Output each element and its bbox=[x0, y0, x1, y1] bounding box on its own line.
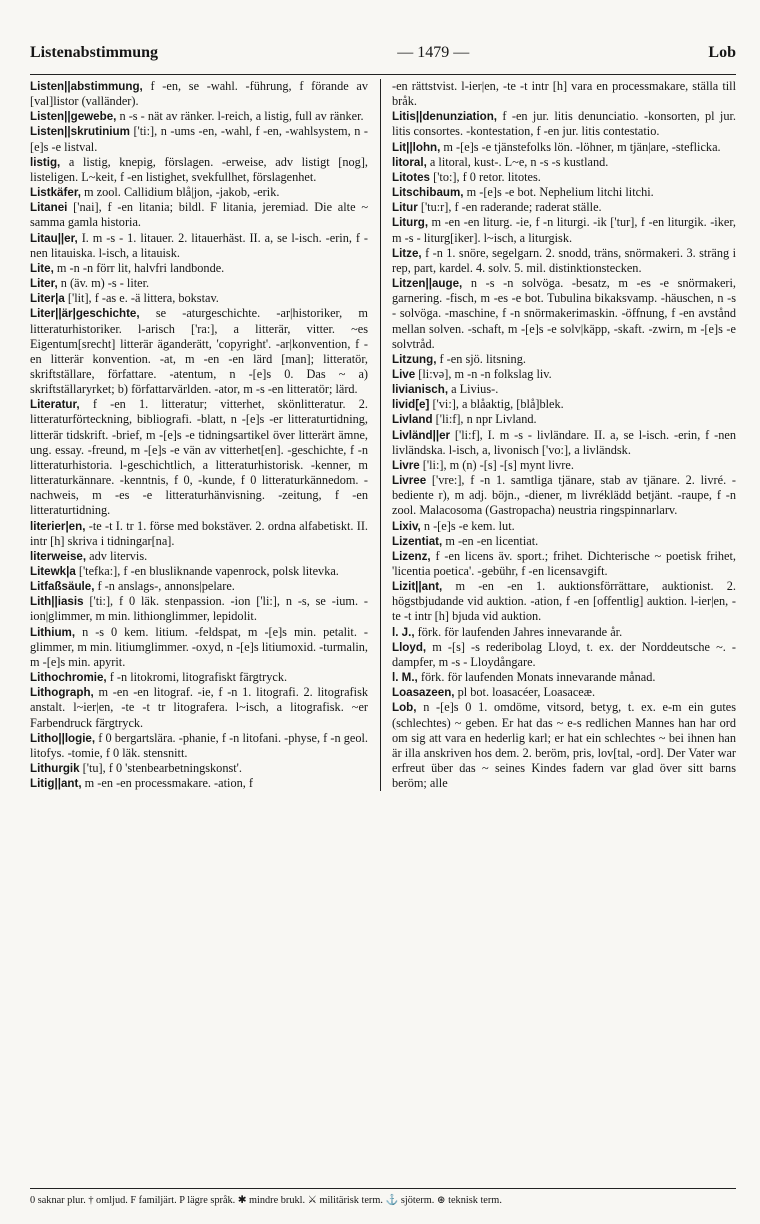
entry-definition: m -en -en processmakare. -ation, f bbox=[84, 776, 253, 791]
entry-definition: ['tefka:], f -en blusliknande vapenrock, polsk litevka. bbox=[78, 564, 339, 578]
left-column bbox=[30, 79, 368, 791]
entry-headword: Litzen||auge, bbox=[392, 277, 463, 291]
dictionary-entry bbox=[392, 200, 736, 215]
entry-headword: literier|en, bbox=[30, 519, 86, 533]
dictionary-entry bbox=[30, 109, 368, 124]
entry-definition: ['ti:], f 0 läk. stenpassion. -ion ['li:], n -s, se -ium. -ion|glimmer, m min. lithionglimmer, lepidolit. bbox=[30, 594, 369, 624]
entry-definition: ['li:f], I. m -s - livländare. II. a, se l-isch. -erin, f -nen livländska. l-isch, a, livonisch ['vo:], a livländsk. bbox=[392, 427, 736, 457]
entry-headword: Litis||denunziation, bbox=[392, 110, 498, 124]
entry-definition: n (äv. m) -s - liter. bbox=[60, 276, 150, 291]
entry-definition: a Livius-. bbox=[451, 382, 499, 397]
entry-headword: Litzung, bbox=[392, 352, 437, 366]
dictionary-entry bbox=[30, 761, 368, 776]
entry-headword: listig, bbox=[30, 155, 61, 169]
entry-headword: literweise, bbox=[30, 549, 87, 563]
entry-definition: a listig, knepig, förslagen. -erweise, adv listigt [nog], listeligen. L~keit, f -en listighet, svekfullhet, förslagenhet. bbox=[30, 154, 368, 184]
entry-definition: f -en, se -wahl. -führung, f förande av [val]listor (valländer). bbox=[30, 79, 369, 109]
column-divider bbox=[380, 79, 381, 791]
entry-definition: förk. för laufenden Jahres innevarande år. bbox=[417, 624, 623, 639]
entry-headword: Lite, bbox=[30, 261, 54, 275]
dictionary-entry bbox=[392, 382, 736, 397]
entry-headword: l. J., bbox=[392, 625, 415, 639]
entry-definition: [li:və], m -n -n folkslag liv. bbox=[418, 366, 552, 381]
abbreviation-legend: 0 saknar plur. † omljud. F familjärt. P lägre språk. ✱ mindre brukl. ⚔ militärisk term. ⚓ sjöterm. ⊛ teknisk term. bbox=[30, 1188, 736, 1206]
entry-headword: Litur bbox=[392, 201, 418, 215]
entry-definition: ['vre:], f -n 1. samtliga tjänare, stab av tjänare. 2. livré. -bediente r), m adj. böjn., -diener, m livréklädd betjänt. -raupe, f -n zool. Malacosoma (Gastropacha) neustria ringspinnarlarv. bbox=[392, 473, 736, 518]
entry-headword: Listen||skrutinium bbox=[30, 125, 130, 139]
dictionary-entry bbox=[30, 200, 368, 230]
dictionary-entry bbox=[392, 397, 736, 412]
dictionary-entry bbox=[30, 276, 368, 291]
entry-definition: ['li:f], n npr Livland. bbox=[435, 412, 537, 427]
entry-headword: Lizenz, bbox=[392, 549, 431, 563]
entry-definition: -en rättstvist. l-ier|en, -te -t intr [h] vara en processmakare, ställa till bråk. bbox=[392, 79, 736, 109]
entry-headword: Litanei bbox=[30, 201, 68, 215]
dictionary-entry bbox=[392, 700, 736, 791]
entry-headword: Listkäfer, bbox=[30, 186, 81, 200]
dictionary-entry bbox=[30, 231, 368, 261]
entry-headword: Lloyd, bbox=[392, 640, 427, 654]
entry-headword: litoral, bbox=[392, 155, 427, 169]
running-head-right: Lob bbox=[708, 44, 736, 61]
entry-headword: Livre bbox=[392, 458, 420, 472]
dictionary-entry bbox=[392, 185, 736, 200]
entry-headword: livianisch, bbox=[392, 383, 449, 397]
entry-headword: Listen||gewebe, bbox=[30, 110, 117, 124]
dictionary-entry bbox=[392, 140, 736, 155]
entry-definition: f -n 1. snöre, segelgarn. 2. snodd, träns, snörmakeri. 3. sträng i rep, part, kardel. 4. solv. 5. mil. distinktionstecken. bbox=[392, 245, 737, 275]
dictionary-entry bbox=[30, 579, 368, 594]
entry-definition: ['li:], m (n) -[s] -[s] mynt livre. bbox=[422, 457, 574, 472]
entry-definition: f -en jur. litis denunciatio. -konsorten, pl jur. litis consortes. -kontestation, f -en jur. litis contestatio. bbox=[392, 109, 736, 139]
dictionary-entry bbox=[392, 246, 736, 276]
entry-definition: n -[e]s -e kem. lut. bbox=[423, 518, 515, 533]
entry-headword: Livree bbox=[392, 474, 427, 488]
entry-definition: m -[s] -s rederibolag Lloyd, t. ex. der Norddeutsche ~. -dampfer, m -s - Lloydångare. bbox=[392, 639, 737, 669]
entry-headword: livid[e] bbox=[392, 398, 430, 412]
dictionary-entry bbox=[392, 458, 736, 473]
dictionary-entry bbox=[30, 306, 368, 397]
entry-definition: m -en -en litograf. -ie, f -n 1. litografi. 2. litografisk anstalt. l~ier|en, -te -t tr litografera. l~isch, a litografisk. ~er Farbendruck färgtryck. bbox=[30, 685, 368, 730]
dictionary-entry bbox=[392, 640, 736, 670]
entry-definition: a litoral, kust-. L~e, n -s -s kustland. bbox=[429, 154, 609, 169]
entry-headword: Listen||abstimmung, bbox=[30, 80, 143, 93]
page-number: — 1479 — bbox=[397, 44, 470, 61]
entry-headword: Liter, bbox=[30, 277, 58, 291]
entry-headword: Lob, bbox=[392, 701, 417, 715]
right-column bbox=[392, 79, 736, 791]
entry-definition: f -en 1. litteratur; vitterhet, skönlitteratur. 2. litteraturförteckning, bibliografi. -blatt, n -[e]s -er litteraturtidning, litterär tidskrift. -brief, m -[e]s -e tidningsartikel över litterärt ämne, ung. essay. -freund, m -[e]s -e vän av vitterhet[en]. -geschichte, f -n litteraturhistoria. l-geschichtlich, a litteraturhistorisk. -kenner, m litteraturkännare. -kenntnis, f 0, -kunde, f 0 litteraturkännedom. -nachweis, m -es -e litteraturhänvisning. -zeitung, f -en litteraturtidning. bbox=[30, 397, 368, 518]
entry-definition: m -en -en 1. auktionsförrättare, auktionist. 2. högstbjudande vid auktion. -ation, f -en [offentlig] auktion. l-ier|en, -te -t intr [h] bjuda vid auktion. bbox=[392, 579, 736, 624]
entry-definition: m -en -en liturg. -ie, f -n liturgi. -ik ['tur], f -en liturgik. -iker, m -s - liturg[iker]. l~isch, a liturgisk. bbox=[392, 215, 736, 245]
dictionary-entry bbox=[30, 519, 368, 549]
entry-headword: Litho||logie, bbox=[30, 731, 96, 745]
dictionary-entry bbox=[30, 397, 368, 518]
dictionary-entry bbox=[30, 155, 368, 185]
entry-headword: Liturg, bbox=[392, 216, 429, 230]
entry-definition: ['tu], f 0 'stenbearbetningskonst'. bbox=[82, 761, 242, 776]
dictionary-entry bbox=[392, 579, 736, 624]
entry-headword: Lixiv, bbox=[392, 519, 421, 533]
entry-headword: Live bbox=[392, 367, 416, 381]
dictionary-entry bbox=[30, 79, 368, 109]
header-rule bbox=[30, 74, 736, 75]
dictionary-entry bbox=[392, 412, 736, 427]
entry-headword: Lithium, bbox=[30, 625, 76, 639]
dictionary-entry bbox=[30, 731, 368, 761]
dictionary-entry bbox=[392, 170, 736, 185]
dictionary-entry bbox=[392, 534, 736, 549]
entry-definition: m -[e]s -e bot. Nephelium litchi litchi. bbox=[466, 185, 654, 200]
entry-definition: ['vi:], a blåaktig, [blå]blek. bbox=[432, 397, 564, 412]
entry-headword: l. M., bbox=[392, 671, 418, 685]
entry-headword: Lizit||ant, bbox=[392, 580, 443, 594]
dictionary-entry bbox=[392, 155, 736, 170]
entry-definition: ['ti:], n -ums -en, -wahl, f -en, -wahlsystem, n -[e]s -e listval. bbox=[30, 124, 368, 154]
entry-definition: n -[e]s 0 1. omdöme, vitsord, betyg, t. ex. e-m ein gutes (schlechtes) ~ geben. Er hat das ~ e-s redlichen Mannes han har ord om sig att vara en hederlig karl; er hat ein schlechtes ~ bei ihnen han är illa anskriven hos dem. 2. beröm, pris, lov[tal, -ord]. Der Vater war erfreut über das ~ seines Kindes fadern var glad över sitt barns beröm; alle bbox=[392, 700, 737, 791]
dictionary-entry bbox=[30, 564, 368, 579]
dictionary-entry bbox=[392, 670, 736, 685]
entry-headword: Litschibaum, bbox=[392, 186, 464, 200]
dictionary-entry bbox=[392, 519, 736, 534]
columns bbox=[30, 79, 736, 791]
entry-definition: ['nai], f -en litania; bildl. F litania, jeremiad. Die alte ~ samma gamla historia. bbox=[30, 200, 369, 230]
dictionary-entry bbox=[30, 594, 368, 624]
dictionary-entry bbox=[30, 261, 368, 276]
entry-headword: Lithochromie, bbox=[30, 671, 107, 685]
dictionary-entry bbox=[392, 625, 736, 640]
dictionary-entry bbox=[392, 79, 736, 109]
entry-definition: f -n anslags-, annons|pelare. bbox=[97, 579, 235, 594]
dictionary-entry bbox=[392, 276, 736, 352]
dictionary-entry bbox=[392, 367, 736, 382]
dictionary-entry bbox=[30, 549, 368, 564]
entry-definition: f 0 bergartslära. -phanie, f -n litofani. -physe, f -n geol. litofys. -tomie, f 0 läk. stensnitt. bbox=[30, 730, 369, 760]
entry-headword: Litau||er, bbox=[30, 231, 78, 245]
dictionary-entry bbox=[392, 549, 736, 579]
entry-definition: förk. för laufenden Monats innevarande månad. bbox=[420, 670, 656, 685]
entry-headword: Litotes bbox=[392, 170, 431, 184]
entry-headword: Livländ||er bbox=[392, 428, 451, 442]
entry-headword: Litfaßsäule, bbox=[30, 580, 95, 594]
entry-headword: Litze, bbox=[392, 246, 422, 260]
running-head bbox=[30, 44, 736, 70]
entry-definition: ['tu:r], f -en raderande; raderat ställe. bbox=[420, 200, 602, 215]
dictionary-entry bbox=[392, 352, 736, 367]
entry-definition: n -s 0 kem. litium. -feldspat, m -[e]s min. petalit. -glimmer, m min. litiumglimmer. -oxyd, n -[e]s litiumoxid. -turmalin, m -[e]s min. apyrit. bbox=[30, 624, 368, 669]
entry-definition: n -s -n solvöga. -besatz, m -es -e snörmakeri, garnering. -fisch, m -es -e bot. Tubulina bikaksvamp. -häuschen, n -s - solvöga. -maschine, f -n snörmakerimaskin. -öffnung, f -en avstånd mellan solven. -schaft, m -[e]s -e solv|käpp, -skaft. -zwirn, m -[e]s -e solvtråd. bbox=[392, 276, 737, 351]
entry-definition: se -aturgeschichte. -ar|historiker, m litteraturhistoriker. l-arisch ['ra:], a litterär, vitter. ~es Eigentum[srecht] litterär äganderätt, 'copyright'. -ar|konvention, f -en litterär konvention. -at, m -en -en lärd [man]; litteratör, skriftställare, författare. -atentum, n -[e]s 0. Das ~ a) skriftställaryrket; b) författarvärlden. -ator, m -s -en litteratör; lärd. bbox=[30, 306, 368, 397]
entry-definition: m zool. Callidium blå|jon, -jakob, -erik. bbox=[84, 185, 280, 200]
dictionary-entry bbox=[392, 109, 736, 139]
entry-definition: adv litervis. bbox=[89, 548, 148, 563]
entry-definition: pl bot. loasacéer, Loasaceæ. bbox=[457, 685, 596, 700]
entry-headword: Lithograph, bbox=[30, 686, 94, 700]
entry-definition: -te -t I. tr 1. förse med bokstäver. 2. ordna alfabetiskt. II. intr [h] skriva i tidningar[na]. bbox=[30, 518, 369, 548]
entry-headword: Literatur, bbox=[30, 398, 80, 412]
entry-headword: Litig||ant, bbox=[30, 777, 82, 791]
entry-headword: Lit||lohn, bbox=[392, 140, 441, 154]
dictionary-entry bbox=[392, 428, 736, 458]
dictionary-entry bbox=[30, 124, 368, 154]
entry-headword: Lith||iasis bbox=[30, 595, 84, 609]
entry-definition: ['to:], f 0 retor. litotes. bbox=[433, 169, 541, 184]
entry-headword: Lithurgik bbox=[30, 762, 80, 776]
entry-definition: ['lit], f -as e. -ä littera, bokstav. bbox=[67, 291, 219, 306]
dictionary-entry bbox=[30, 625, 368, 670]
entry-definition: m -en -en licentiat. bbox=[445, 533, 539, 548]
dictionary-entry bbox=[392, 215, 736, 245]
dictionary-entry bbox=[392, 473, 736, 518]
entry-headword: Lizentiat, bbox=[392, 534, 443, 548]
dictionary-entry bbox=[30, 685, 368, 730]
entry-headword: Livland bbox=[392, 413, 433, 427]
entry-definition: m -n -n förr lit, halvfri landbonde. bbox=[56, 260, 225, 275]
running-head-left: Listenabstimmung bbox=[30, 44, 159, 61]
dictionary-entry bbox=[30, 185, 368, 200]
entry-definition: f -en sjö. litsning. bbox=[439, 351, 526, 366]
entry-definition: I. m -s - 1. litauer. 2. litauerhäst. II. a, se l-isch. -erin, f -nen litauiska. l-isch, a litauisk. bbox=[30, 230, 369, 260]
entry-definition: f -n litokromi, litografiskt färgtryck. bbox=[109, 670, 288, 685]
entry-definition: n -s - nät av ränker. l-reich, a listig, full av ränker. bbox=[119, 109, 364, 124]
entry-headword: Loasazeen, bbox=[392, 686, 455, 700]
entry-headword: Liter|a bbox=[30, 292, 65, 306]
dictionary-entry bbox=[30, 670, 368, 685]
entry-headword: Liter||är|geschichte, bbox=[30, 307, 140, 321]
entry-definition: m -[e]s -e tjänstefolks lön. -löhner, m tjän|are, -steflicka. bbox=[443, 139, 721, 154]
dictionary-entry bbox=[30, 776, 368, 791]
dictionary-entry bbox=[30, 291, 368, 306]
entry-headword: Litewk|a bbox=[30, 565, 76, 578]
dictionary-entry bbox=[392, 685, 736, 700]
entry-definition: f -en licens äv. sport.; frihet. Dichterische ~ poetisk frihet, 'licentia poetica'. -gebühr, f -en licensavgift. bbox=[392, 548, 736, 578]
